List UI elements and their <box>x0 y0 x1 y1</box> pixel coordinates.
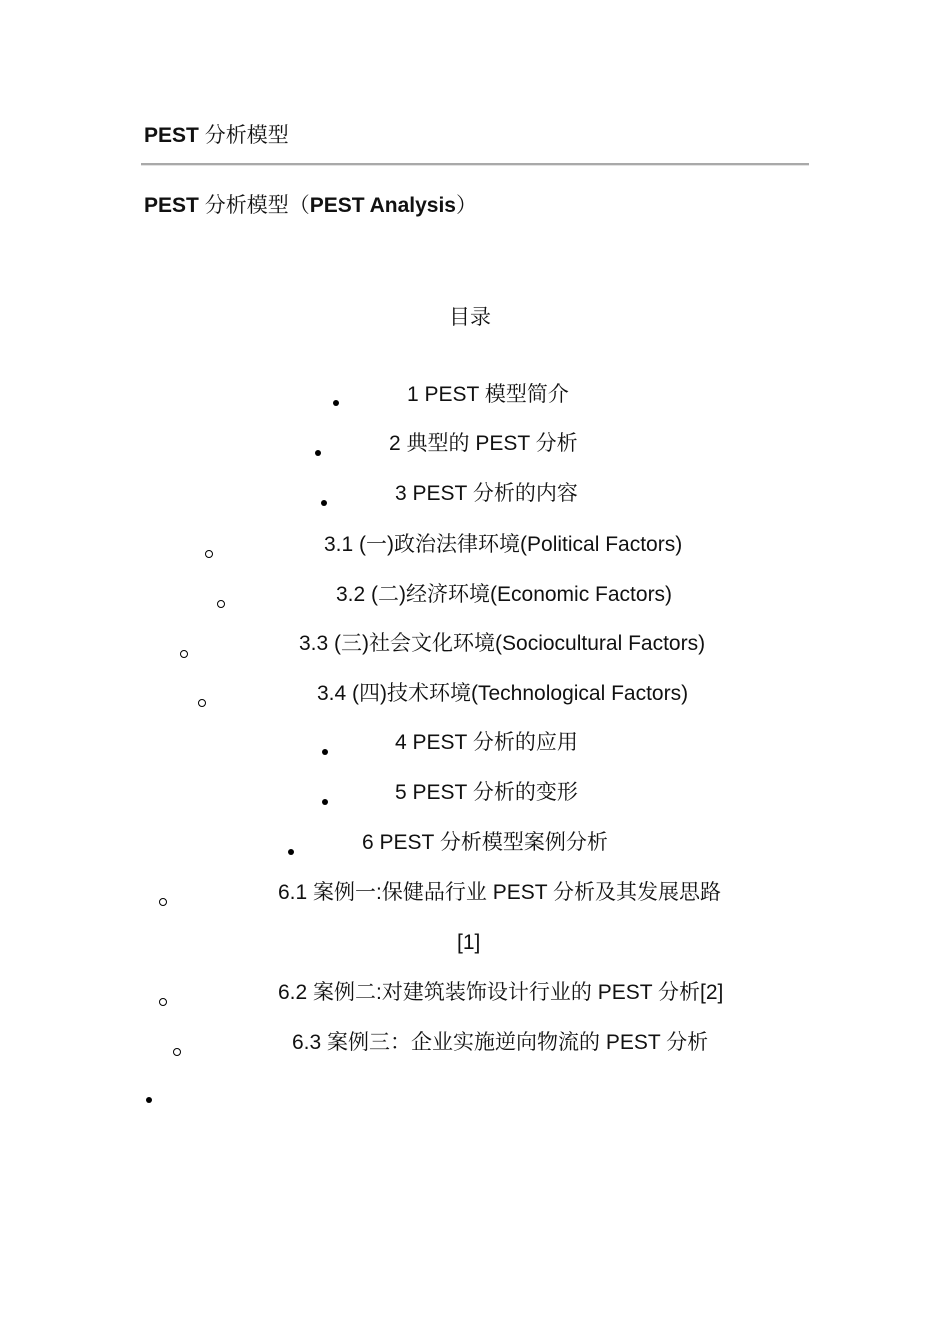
toc-bullet-2 <box>315 450 321 456</box>
toc-title: 目录 <box>449 306 491 329</box>
toc-link-3-3[interactable]: 3.3 (三)社会文化环境(Sociocultural Factors) <box>299 632 706 655</box>
toc-bullet-6-1 <box>159 898 167 906</box>
toc-link-6-3[interactable]: 6.3 案例三：企业实施逆向物流的 PEST 分析 <box>292 1031 709 1054</box>
toc-bullet-1 <box>333 400 339 406</box>
toc-link-3[interactable]: 3 PEST 分析的内容 <box>395 482 578 505</box>
toc-link-2[interactable]: 2 典型的 PEST 分析 <box>389 432 578 455</box>
toc-link-6-1-continued[interactable]: [1] <box>457 931 481 954</box>
toc-bullet-6-3 <box>173 1048 181 1056</box>
toc-bullet-3 <box>321 500 327 506</box>
toc-link-5[interactable]: 5 PEST 分析的变形 <box>395 781 578 804</box>
toc-link-6-2[interactable]: 6.2 案例二:对建筑装饰设计行业的 PEST 分析[2] <box>278 981 724 1004</box>
toc-bullet-4 <box>322 749 328 755</box>
heading-part-3: PEST Analysis <box>309 194 456 217</box>
toc-bullet-6 <box>288 849 294 855</box>
toc-bullet-3-1 <box>205 550 213 558</box>
page-title-bold: PEST <box>144 124 199 147</box>
toc-link-1[interactable]: 1 PEST 模型简介 <box>407 383 569 406</box>
heading-part-1: PEST <box>144 194 199 217</box>
heading-part-4: ） <box>456 194 477 217</box>
horizontal-rule <box>141 163 809 166</box>
document-heading <box>144 192 477 220</box>
toc-link-3-2[interactable]: 3.2 (二)经济环境(Economic Factors) <box>336 583 673 606</box>
toc-bullet-5 <box>322 799 328 805</box>
toc-bullet-6-2 <box>159 998 167 1006</box>
toc-link-4[interactable]: 4 PEST 分析的应用 <box>395 731 578 754</box>
toc-bullet-3-4 <box>198 699 206 707</box>
toc-link-6[interactable]: 6 PEST 分析模型案例分析 <box>362 831 608 854</box>
toc-bullet-3-3 <box>180 650 188 658</box>
toc-link-3-1[interactable]: 3.1 (一)政治法律环境(Political Factors) <box>324 533 683 556</box>
toc-bullet-3-2 <box>217 600 225 608</box>
page-title <box>144 122 289 150</box>
toc-link-3-4[interactable]: 3.4 (四)技术环境(Technological Factors) <box>317 682 689 705</box>
page-title-rest: 分析模型 <box>198 124 289 147</box>
heading-part-2: 分析模型（ <box>198 194 310 217</box>
toc-link-6-1[interactable]: 6.1 案例一:保健品行业 PEST 分析及其发展思路 <box>278 881 721 904</box>
empty-list-bullet <box>146 1097 152 1103</box>
